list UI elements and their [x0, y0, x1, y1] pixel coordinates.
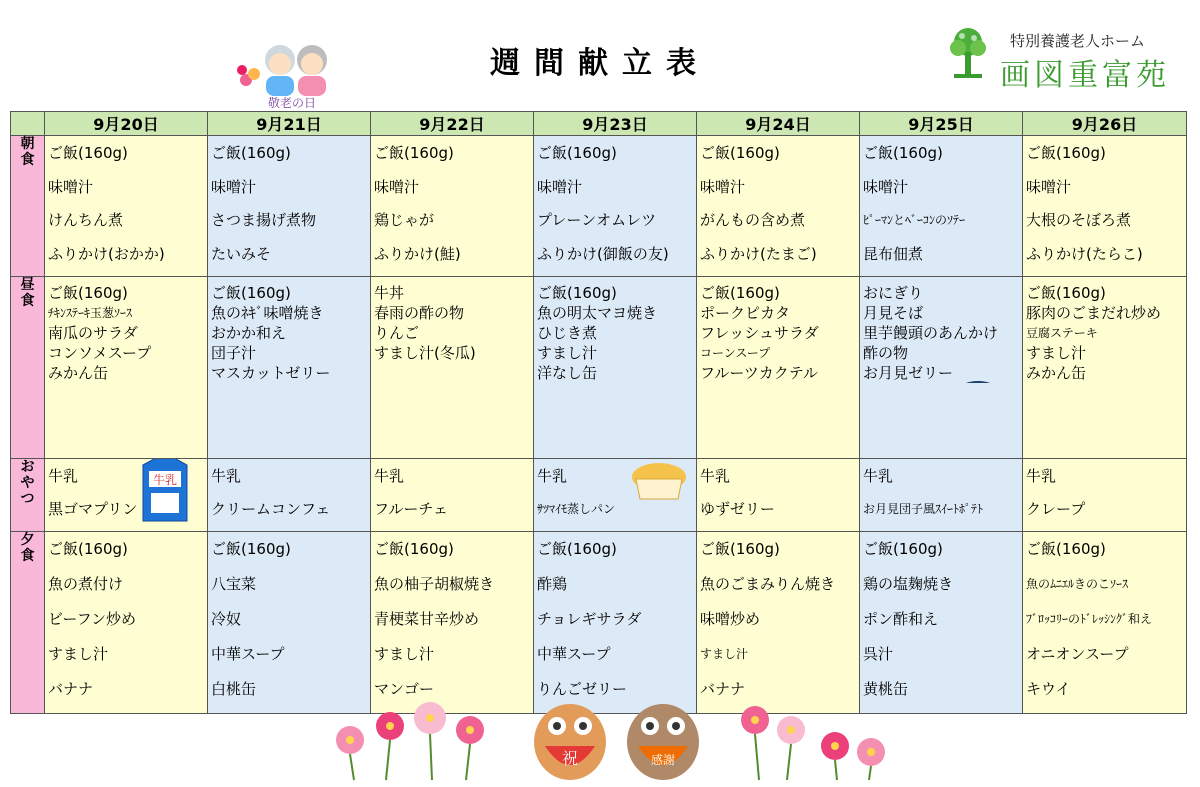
menu-item: お月見団子風ｽｲｰﾄﾎﾟﾃﾄ [863, 502, 984, 516]
day-header: 9月25日 [860, 112, 1023, 136]
menu-item: 味噌汁 [863, 177, 909, 196]
tree-icon [948, 26, 988, 82]
menu-item: キウイ [1026, 680, 1071, 698]
menu-item: 月見そば [863, 304, 924, 322]
menu-item: 魚の柚子胡椒焼き [374, 575, 495, 593]
cosmos-flowers-left-icon [320, 700, 500, 782]
menu-item: 味噌炒め [700, 610, 761, 628]
menu-cell [1023, 459, 1187, 532]
menu-item: 牛乳 [211, 467, 242, 485]
menu-item: ﾁｷﾝｽﾃｰｷ玉葱ｿｰｽ [48, 306, 133, 320]
menu-item: 里芋饅頭のあんかけ [863, 324, 999, 342]
page-title: 週間献立表 [490, 46, 710, 81]
menu-cell [534, 277, 697, 459]
menu-item: 味噌汁 [211, 177, 257, 196]
menu-item: 牛乳 [1026, 467, 1057, 485]
menu-cell [45, 532, 208, 714]
menu-item: おかか和え [211, 324, 287, 342]
menu-item: バナナ [700, 680, 746, 698]
menu-item: バナナ [48, 680, 94, 698]
menu-cell [208, 136, 371, 277]
menu-cell [860, 459, 1023, 532]
menu-item: 牛乳 [863, 467, 894, 485]
menu-item: 魚のごまみりん焼き [700, 575, 836, 593]
menu-item: すまし汁 [700, 647, 749, 661]
meal-label-lunch: 昼食 [11, 277, 45, 459]
menu-item: チョレギサラダ [537, 610, 642, 628]
menu-item: 春雨の酢の物 [374, 304, 465, 322]
menu-cell [1023, 532, 1187, 714]
menu-cell [208, 277, 371, 459]
menu-item: 牛乳 [48, 467, 79, 485]
menu-item: 冷奴 [211, 610, 242, 628]
elders-illustration [232, 40, 342, 110]
cosmos-flowers-right-icon [725, 700, 895, 782]
menu-item: ご飯(160g) [1026, 144, 1106, 162]
milk-label: 牛乳 [152, 473, 178, 487]
menu-item: 味噌汁 [374, 177, 420, 196]
menu-item: 鶏の塩麹焼き [863, 575, 954, 593]
menu-item: 魚の煮付け [48, 575, 124, 593]
menu-item: 南瓜のサラダ [48, 324, 138, 342]
menu-item: みかん缶 [48, 364, 109, 382]
menu-item: コンソメスープ [48, 344, 152, 362]
snack-row [11, 459, 1187, 532]
lunch-row [11, 277, 1187, 459]
meal-label-breakfast: 朝食 [11, 136, 45, 277]
menu-cell [1023, 136, 1187, 277]
menu-item: 牛乳 [374, 467, 405, 485]
corner-cell [11, 112, 45, 136]
menu-item: すまし汁 [374, 645, 435, 663]
menu-cell [860, 136, 1023, 277]
org-subtitle: 特別養護老人ホーム [1010, 32, 1146, 50]
menu-item: 魚のﾑﾆｴﾙきのこｿｰｽ [1026, 577, 1129, 591]
menu-item: 呉汁 [863, 645, 894, 663]
owl-left-label: 祝 [561, 749, 579, 768]
menu-item: りんごゼリー [537, 680, 628, 698]
menu-item: 牛乳 [537, 467, 568, 485]
menu-item: たいみそ [211, 244, 272, 263]
menu-item: 八宝菜 [211, 575, 257, 593]
dinner-row [11, 532, 1187, 714]
menu-item: マンゴー [374, 680, 435, 698]
menu-item: ふりかけ(御飯の友) [537, 244, 669, 263]
menu-item: 酢鶏 [537, 575, 568, 593]
menu-cell [371, 277, 534, 459]
menu-item: ご飯(160g) [48, 144, 128, 162]
menu-item: ご飯(160g) [211, 284, 291, 302]
menu-item: ふりかけ(鮭) [374, 244, 461, 263]
day-header: 9月26日 [1023, 112, 1187, 136]
menu-item: 魚のﾈｷﾞ味噌焼き [211, 304, 324, 322]
menu-item: ビーフン炒め [48, 610, 137, 628]
menu-cell [860, 277, 1023, 459]
menu-item: お月見ゼリー [863, 364, 954, 382]
menu-cell [208, 532, 371, 714]
menu-item: ゆずゼリー [700, 500, 775, 518]
menu-item: ご飯(160g) [537, 144, 617, 162]
menu-item: フレッシュサラダ [700, 324, 819, 342]
menu-item: フルーチェ [374, 500, 448, 518]
meal-label-dinner: 夕食 [11, 532, 45, 714]
menu-item: ひじき煮 [537, 324, 598, 342]
menu-cell [860, 532, 1023, 714]
owl-right-label: 感謝 [650, 753, 676, 767]
menu-item: ご飯(160g) [700, 284, 780, 302]
menu-item: 中華スープ [537, 645, 611, 663]
menu-item: すまし汁(冬瓜) [374, 344, 476, 362]
menu-item: 味噌汁 [1026, 177, 1072, 196]
menu-item: ご飯(160g) [211, 144, 291, 162]
menu-item: すまし汁 [48, 645, 109, 663]
menu-item: 豚肉のごまだれ炒め [1026, 304, 1162, 322]
menu-cell [45, 136, 208, 277]
menu-item: 味噌汁 [700, 177, 746, 196]
menu-item: 鶏じゃが [374, 211, 435, 229]
menu-item: コーンスープ [700, 346, 771, 360]
menu-item: ご飯(160g) [1026, 284, 1106, 302]
menu-cell [697, 277, 860, 459]
menu-item: ご飯(160g) [537, 540, 617, 558]
menu-item: 味噌汁 [48, 177, 94, 196]
day-header: 9月23日 [534, 112, 697, 136]
menu-cell [534, 136, 697, 277]
menu-item: がんもの含め煮 [700, 211, 806, 229]
menu-cell [697, 532, 860, 714]
org-name: 画図重富苑 [1000, 58, 1170, 93]
menu-item: みかん缶 [1026, 364, 1087, 382]
menu-item: オニオンスープ [1026, 645, 1129, 663]
menu-item: 黒ゴマプリン [48, 500, 138, 518]
menu-item: けんちん煮 [48, 211, 124, 229]
menu-item: 牛丼 [374, 284, 405, 302]
day-header-row [11, 112, 1187, 136]
moon-viewing-icon: お月見 [938, 379, 1018, 383]
menu-item: さつま揚げ煮物 [211, 211, 317, 229]
menu-item: 昆布佃煮 [863, 244, 924, 263]
menu-item: 味噌汁 [537, 177, 583, 196]
menu-cell [534, 532, 697, 714]
menu-item: 団子汁 [211, 344, 257, 362]
menu-item: プレーンオムレツ [537, 211, 657, 229]
menu-item: 酢の物 [863, 344, 909, 362]
menu-item: ご飯(160g) [863, 144, 943, 162]
menu-item: クリームコンフェ [211, 500, 331, 518]
menu-item: ご飯(160g) [374, 540, 454, 558]
menu-cell [1023, 277, 1187, 459]
menu-item: りんご [374, 324, 420, 342]
owl-celebration-icon [525, 698, 615, 784]
menu-item: ご飯(160g) [211, 540, 291, 558]
day-header: 9月24日 [697, 112, 860, 136]
menu-item: 白桃缶 [211, 680, 257, 698]
meal-label-snack: おやつ [11, 459, 45, 532]
menu-item: ご飯(160g) [700, 144, 780, 162]
elders-day-label: 敬老の日 [268, 96, 317, 110]
menu-item: ﾋﾟｰﾏﾝとﾍﾞｰｺﾝのｿﾃｰ [863, 213, 966, 227]
menu-item: ご飯(160g) [537, 284, 617, 302]
menu-item: ご飯(160g) [1026, 540, 1106, 558]
menu-cell [534, 459, 697, 532]
menu-cell [208, 459, 371, 532]
menu-table [10, 111, 1187, 714]
menu-cell [45, 459, 208, 532]
menu-item: ふりかけ(たらこ) [1026, 244, 1143, 263]
menu-item: 牛乳 [700, 467, 731, 485]
menu-item: すまし汁 [1026, 344, 1087, 362]
menu-item: 魚の明太マヨ焼き [537, 304, 658, 322]
menu-cell [371, 459, 534, 532]
menu-item: クレープ [1026, 500, 1086, 518]
menu-cell [371, 136, 534, 277]
menu-item: ふりかけ(たまご) [700, 244, 817, 263]
menu-item: ご飯(160g) [700, 540, 780, 558]
day-header: 9月21日 [208, 112, 371, 136]
menu-item: 豆腐ステーキ [1026, 326, 1098, 340]
menu-item: ポークピカタ [700, 304, 791, 322]
org-logo [948, 26, 1178, 93]
menu-item: ご飯(160g) [48, 540, 128, 558]
owl-thanks-icon [618, 698, 708, 784]
menu-item: フルーツカクテル [700, 364, 819, 382]
elderly-couple-icon [232, 40, 342, 96]
menu-item: ご飯(160g) [863, 540, 943, 558]
menu-item: マスカットゼリー [211, 364, 331, 382]
menu-item: ポン酢和え [863, 610, 939, 628]
menu-item: ふりかけ(おかか) [48, 244, 165, 263]
breakfast-row [11, 136, 1187, 277]
day-header: 9月20日 [45, 112, 208, 136]
milk-carton-icon [137, 459, 193, 523]
menu-item: ﾌﾞﾛｯｺﾘｰのﾄﾞﾚｯｼﾝｸﾞ和え [1026, 612, 1153, 626]
menu-item: 黄桃缶 [863, 680, 909, 698]
day-header: 9月22日 [371, 112, 534, 136]
menu-item: 洋なし缶 [537, 364, 598, 382]
menu-item: 青梗菜甘辛炒め [374, 610, 480, 628]
steamed-bread-icon [630, 461, 688, 501]
menu-cell [45, 277, 208, 459]
menu-item: すまし汁 [537, 344, 598, 362]
menu-cell [371, 532, 534, 714]
menu-item: 大根のそぼろ煮 [1026, 211, 1132, 229]
menu-cell [697, 136, 860, 277]
menu-item: 中華スープ [211, 645, 285, 663]
menu-item: おにぎり [863, 284, 924, 302]
menu-item: ご飯(160g) [48, 284, 128, 302]
menu-cell [697, 459, 860, 532]
menu-item: ご飯(160g) [374, 144, 454, 162]
menu-item: ｻﾂﾏｲﾓ蒸しパン [537, 502, 616, 516]
